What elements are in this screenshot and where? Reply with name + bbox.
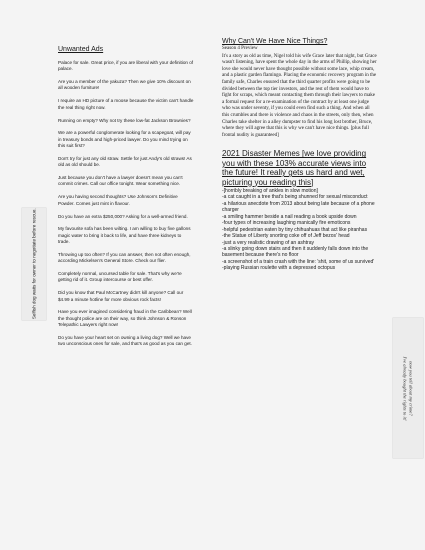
meme-item: -[horribly breaking of ankles in slow motion]	[222, 187, 318, 194]
ad-item: We are a powerful conglomerate looking for a scapegoat, will pay in treasury bonds and high-priced lawyer. Do you mind trying on this suit first?	[58, 130, 191, 149]
season-subtitle: Season 4 Preview	[222, 46, 258, 51]
right-margin-strip	[393, 318, 423, 458]
meme-item: -four types of increasing laughing manically fire emoticons	[222, 220, 351, 227]
ad-item: I require an HD picture of a moose because the victim can't handle the real thing right now.	[58, 98, 194, 110]
left-margin-strip	[22, 208, 46, 320]
meme-item: -a slinky going down stairs and then it suddenly falls down into the basement because there's no floor	[222, 246, 369, 259]
ad-item: Palace for sale. Great price, if you are liberal with your definition of palace.	[58, 60, 194, 72]
ad-item: Have you ever imagined considering fraud in the Caribbean? Well the thought police are on their way, so think Johnson & Ronson Telepathic Lawyers right now!	[58, 309, 192, 328]
memes-title: 2021 Disaster Memes [we love providing you with these 103% accurate views into the future! It really gets us hard and wet, picturing you reading this]	[222, 149, 367, 187]
ad-item: My favourite sofa has been wilting. I am willing to buy five gallons magic water to bring it back to life, and have three kidneys to trade.	[58, 226, 191, 244]
story-text: It's a story as old as time, Nigel told his wife Grace later that night, but Grace wasn't listening, have spent the whole day in the arms of Phillip, showing her love she would never have thought possible without some lace, whip cream, and a plastic garden flamingo. Placing the economic recovery program in the family safe, Charles ensured that the third quarter profits were going to be divided between the top tier investors, and the rest of them would have to fight for scraps, which meant contacting them through their lawyers to make a formal request for a re-examination of the contract by at least one judge who was under seventy, if you could even find such a thing. And when all this crumbles and there is violence and chaos in the streets, only then, when Charles take shelter in a alley dumpster to find his long lost brother, Bruce, where they will agree that this is why we can't have nice things. [plus full frontal nudity is guaranteed]	[222, 53, 377, 138]
ad-item: Completely normal, uncursed table for sale. That's why we're getting rid of it. Group intercourse or best offer.	[58, 271, 182, 283]
ad-item: Do you have your heart set on owning a living dog? Well we have two unconscious ones for sale, and that's as good as you can get.	[58, 334, 192, 347]
memes-list	[222, 188, 377, 272]
right-strip-line1: now you tell about my crime?	[408, 360, 414, 416]
ad-item: Throwing up too often? If you can answer, then not often enough, according Mickelsen's General Store. Check our flier.	[58, 251, 191, 264]
meme-item: -a hilarious anecdote from 2013 about being late because of a phone charger	[222, 200, 375, 214]
nice-things-title: Why Can't We Have Nice Things?	[222, 38, 328, 45]
meme-item: -a screenshot of a train crash with the line: 'shit, some of us survived'	[222, 258, 375, 265]
meme-item: -the Statue of Liberty snorting coke off of Jeff bezos' head	[222, 233, 350, 240]
meme-item: -playing Russian roulette with a depressed octopus	[222, 265, 336, 272]
ad-item: Running on empty? Why not try these low-fat Jackson Brownies?	[58, 117, 191, 123]
meme-item: -a smiling hammer beside a nail reading a book upside down	[222, 213, 357, 220]
left-strip-text: Selfish dog waits for owner to negotiate before rescue.	[31, 208, 37, 320]
meme-item: -helpful pedestrian eaten by tiny chihuahuas that act like piranhas	[222, 226, 368, 233]
meme-item: -a cat caught in a tree that's being shunned for sexual misconduct	[222, 194, 368, 201]
nice-things-column	[222, 38, 377, 272]
ad-item: Are you having second thoughts? Use Johnson's Definitive Powder. Comes just mint in flavour.	[58, 194, 178, 206]
meme-item: -just a very realistic drawing of an ashtray	[222, 239, 314, 246]
ad-item: Are you a member of the yakuza? Then we give 10% discount on all wooden furniture!	[58, 79, 191, 91]
unwanted-ads-title: Unwanted Ads	[58, 46, 104, 53]
ad-item: Just because you don't have a lawyer doesn't mean you can't commit crimes. Call our office tonight. Wear something nice.	[58, 175, 183, 187]
right-strip-line2: I've already bought the rights to it!	[403, 355, 408, 421]
right-strip-text	[403, 356, 414, 420]
unwanted-ads-column	[58, 46, 194, 354]
ad-item: Do you have an extra $250,000? Asking for a well-armed friend.	[58, 213, 188, 219]
ad-item: Don't try for just any old straw. Settle for just Andy's old straws! As old as old should be.	[58, 155, 192, 168]
ad-item: Did you know that Paul McCartney didn't kill anyone? Call our $4.99 a minute hotline for more obvious rock facts!	[58, 290, 184, 302]
